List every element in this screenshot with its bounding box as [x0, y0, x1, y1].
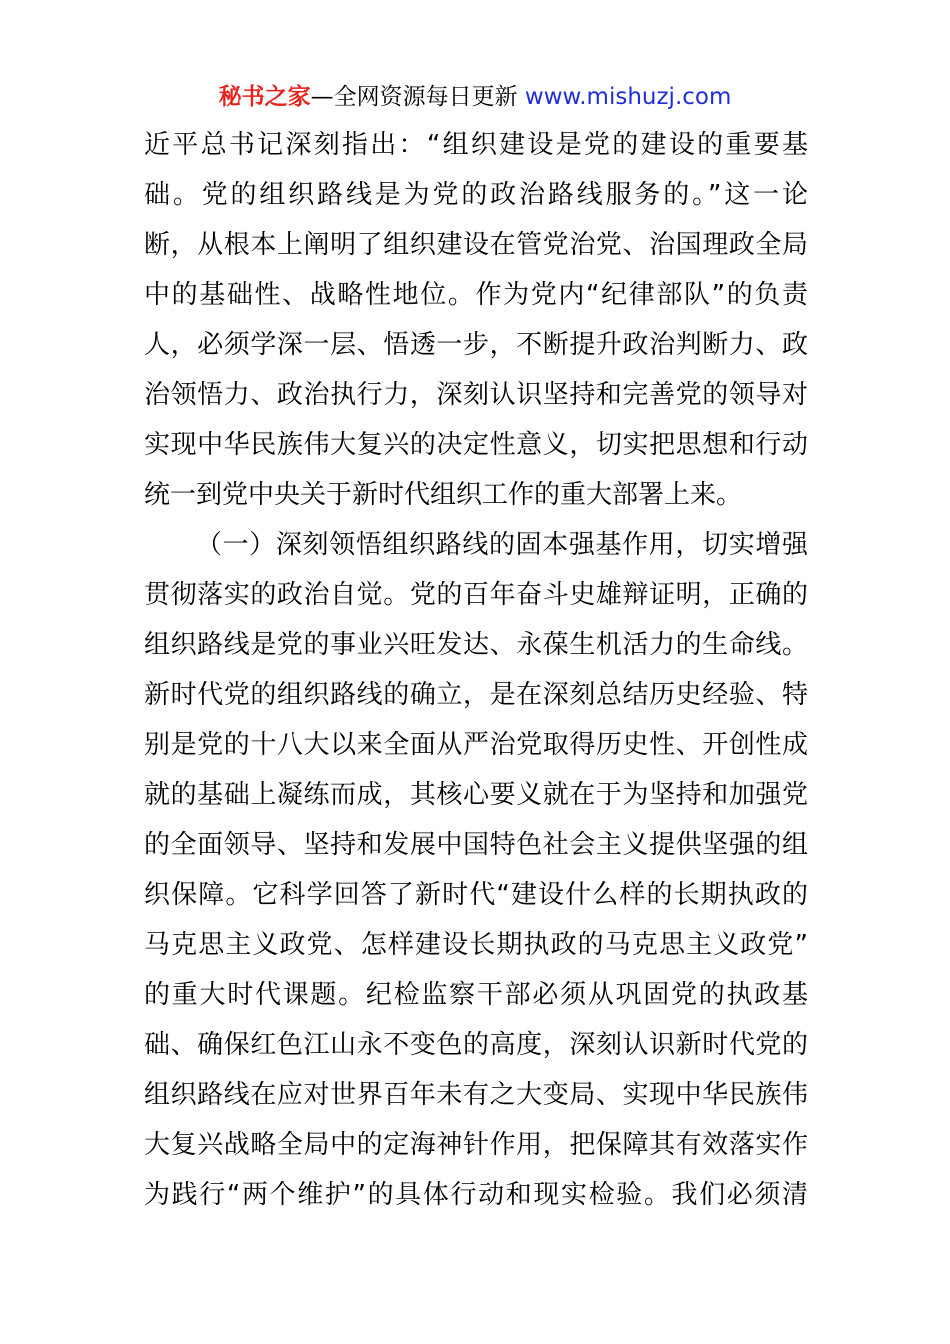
text-line: 实现中华民族伟大复兴的决定性意义，切实把思想和行动	[144, 430, 808, 460]
text-line: 人，必须学深一层、悟透一步，不断提升政治判断力、政	[144, 330, 808, 360]
text-line: 础。党的组织路线是为党的政治路线服务的。”这一论	[144, 180, 808, 210]
site-brand: 秘书之家	[218, 84, 311, 110]
text-line: 的重大时代课题。纪检监察干部必须从巩固党的执政基	[144, 980, 808, 1010]
text-line: 组织路线是党的事业兴旺发达、永葆生机活力的生命线。	[144, 630, 808, 660]
text-line: 的全面领导、坚持和发展中国特色社会主义提供坚强的组	[144, 830, 808, 860]
section-heading-line: （一）深刻领悟组织路线的固本强基作用，切实增强	[196, 530, 808, 560]
text-line: 新时代党的组织路线的确立，是在深刻总结历史经验、特	[144, 680, 808, 710]
text-line: 织保障。它科学回答了新时代“建设什么样的长期执政的	[144, 880, 808, 910]
text-line: 中的基础性、战略性地位。作为党内“纪律部队”的负责	[144, 280, 808, 310]
text-line: 马克思主义政党、怎样建设长期执政的马克思主义政党”	[144, 930, 808, 960]
text-line: 别是党的十八大以来全面从严治党取得历史性、开创性成	[144, 730, 808, 760]
text-line: 组织路线在应对世界百年未有之大变局、实现中华民族伟	[144, 1080, 808, 1110]
site-header	[0, 80, 950, 114]
text-line: 近平总书记深刻指出：“组织建设是党的建设的重要基	[144, 130, 808, 160]
text-line: 贯彻落实的政治自觉。党的百年奋斗史雄辩证明，正确的	[144, 580, 808, 610]
text-line: 为践行“两个维护”的具体行动和现实检验。我们必须清	[144, 1180, 808, 1210]
text-line: 断，从根本上阐明了组织建设在管党治党、治国理政全局	[144, 230, 808, 260]
site-url-link[interactable]: www.mishuzj.com	[524, 84, 732, 110]
text-line: 统一到党中央关于新时代组织工作的重大部署上来。	[144, 480, 743, 510]
text-line: 就的基础上凝练而成，其核心要义就在于为坚持和加强党	[144, 780, 808, 810]
text-line: 础、确保红色江山永不变色的高度，深刻认识新时代党的	[144, 1030, 808, 1060]
site-tagline: —全网资源每日更新	[310, 84, 525, 110]
text-line: 大复兴战略全局中的定海神针作用，把保障其有效落实作	[144, 1130, 808, 1160]
text-line: 治领悟力、政治执行力，深刻认识坚持和完善党的领导对	[144, 380, 808, 410]
